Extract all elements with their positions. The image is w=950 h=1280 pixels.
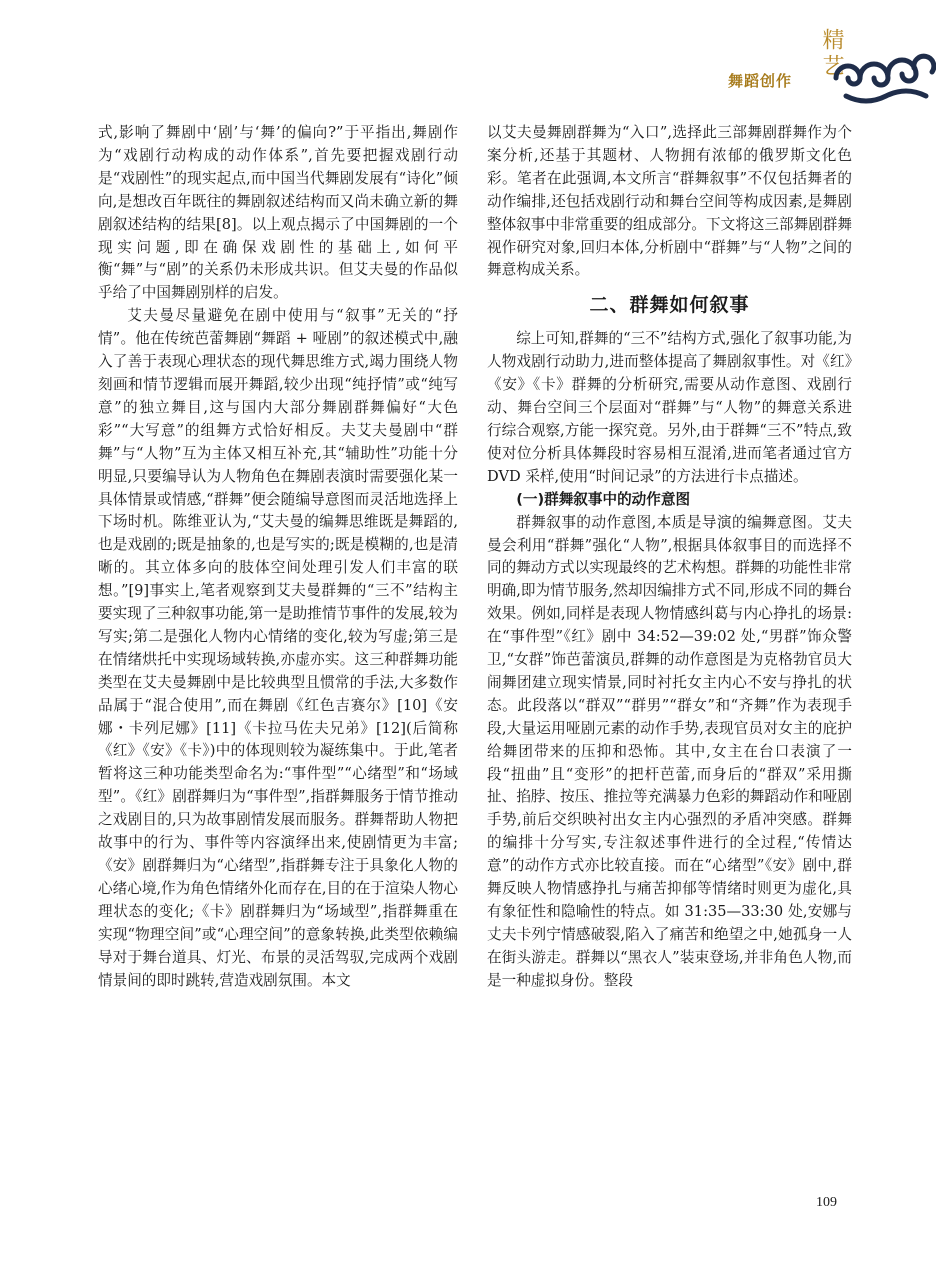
paragraph: 综上可知,群舞的“三不”结构方式,强化了叙事功能,为人物戏剧行动助力,进而整体提高了舞剧叙事性。对《红》《安》《卡》群舞的分析研究,需要从动作意图、戏剧行动、舞台空间三个层面对“群舞”与“人物”的舞意关系进行综合观察,方能一探究竟。另外,由于群舞“三不”特点,致使对位分析具体舞段时容易相互混淆,进而笔者通过官方 DVD 采样,使用“时间记录”的方法进行卡点描述。 [487,330,852,485]
page-number: 109 [816,1195,837,1210]
section-heading: 二、群舞如何叙事 [589,294,750,317]
subsection-heading: (一)群舞叙事中的动作意图 [516,490,691,508]
left-column [98,122,458,992]
section-name: 舞蹈创作 [728,72,793,90]
brand-mark: 精艺 [819,28,844,80]
right-column [487,122,852,993]
paragraph: 以艾夫曼舞剧群舞为“入口”,选择此三部舞剧群舞作为个案分析,还基于其题材、人物拥有浓郁的俄罗斯文化色彩。笔者在此强调,本文所言“群舞叙事”不仅包括舞者的动作编排,还包括戏剧行动和舞台空间等构成因素,是舞剧整体叙事中非常重要的组成部分。下文将这三部舞剧群舞视作研究对象,回归本体,分析剧中“群舞”与“人物”之间的舞意构成关系。 [487,124,852,279]
paragraph: 群舞叙事的动作意图,本质是导演的编舞意图。艾夫曼会利用“群舞”强化“人物”,根据具体叙事目的而选择不同的舞动方式以实现最终的艺术构想。群舞的功能性非常明确,即为情节服务,然却因编排方式不同,形成不同的舞台效果。例如,同样是表现人物情感纠葛与内心挣扎的场景:在“事件型”《红》剧中 34:52—39:02 处,“男群”饰众警卫,“女群”饰芭蕾演员,群舞的动作意图是为克格勃官员大闹舞团建立现实情景,同时衬托女主内心不安与挣扎的状态。此段落以“群双”“群男”“群女”和“齐舞”作为表现手段,大量运用哑剧元素的动作手势,表现官员对女主的庇护给舞团带来的压抑和恐怖。其中,女主在台口表演了一段“扭曲”且“变形”的把杆芭蕾,而身后的“群双”采用撕扯、掐脖、按压、推拉等充满暴力色彩的舞蹈动作和哑剧手势,前后交织映衬出女主内心强烈的矛盾冲突感。群舞的编排十分写实,专注叙述事件进行的全过程,“传情达意”的动作方式亦比较直接。而在“心绪型”《安》剧中,群舞反映人物情感挣扎与痛苦抑郁等情绪时则更为虚化,具有象征性和隐喻性的特点。如 31:35—33:30 处,安娜与丈夫卡列宁情感破裂,陷入了痛苦和绝望之中,她孤身一人在街头游走。群舞以“黑衣人”装束登场,并非角色人物,而是一种虚拟身份。整段 [487,513,852,989]
header-logo [728,28,938,106]
paragraph: 艾夫曼尽量避免在剧中使用与“叙事”无关的“抒情”。他在传统芭蕾舞剧“舞蹈 + 哑剧”的叙述模式中,融入了善于表现心理状态的现代舞思维方式,竭力围绕人物刻画和情节逻辑而展开舞蹈,较少出现“纯抒情”或“纯写意”的独立舞目,这与国内大部分舞剧群舞偏好“大色彩”“大写意”的组舞方式恰好相反。夫艾夫曼剧中“群舞”与“人物”互为主体又相互补充,其“辅助性”功能十分明显,只要编导认为人物角色在舞剧表演时需要强化某一具体情景或情感,“群舞”便会随编导意图而灵活地选择上下场时机。陈维亚认为,“艾夫曼的编舞思维既是舞蹈的,也是戏剧的;既是抽象的,也是写实的;既是模糊的,也是清晰的。其立体多向的肢体空间处理引发人们丰富的联想。”[9]事实上,笔者观察到艾夫曼群舞的“三不”结构主要实现了三种叙事功能,第一是助推情节事件的发展,较为写实;第二是强化人物内心情绪的变化,较为写虚;第三是在情绪烘托中实现场域转换,亦虚亦实。这三种群舞功能类型在艾夫曼舞剧中是比较典型且惯常的手法,大多数作品属于“混合使用”,而在舞剧《红色吉赛尔》[10]《安娜・卡列尼娜》[11]《卡拉马佐夫兄弟》[12](后简称《红》《安》《卡》)中的体现则较为凝练集中。于此,笔者暂将这三种功能类型命名为:“事件型”“心绪型”和“场域型”。《红》剧群舞归为“事件型”,指群舞服务于情节推动之戏剧目的,只为故事剧情发展而服务。群舞帮助人物把故事中的行为、事件等内容演绎出来,使剧情更为丰富;《安》剧群舞归为“心绪型”,指群舞专注于具象化人物的心绪心境,作为角色情绪外化而存在,目的在于渲染人物心理状态的变化;《卡》剧群舞归为“场域型”,指群舞重在实现“物理空间”或“心理空间”的意象转换,此类型依赖编导对于舞台道具、灯光、布景的灵活驾驭,完成两个戏剧情景间的即时跳转,营造戏剧氛围。本文 [98,307,458,989]
cloud-swirl-icon [826,38,936,108]
paragraph: 式,影响了舞剧中‘剧’与‘舞’的偏向?”于平指出,舞剧作为“戏剧行动构成的动作体系”,首先要把握戏剧行动是“戏剧性”的现实起点,而中国当代舞剧发展有“诗化”倾向,是想改百年既往的舞剧叙述结构而又尚未确立新的舞剧叙述结构的结果[8]。以上观点揭示了中国舞剧的一个现实问题,即在确保戏剧性的基础上,如何平衡“舞”与“剧”的关系仍未形成共识。但艾夫曼的作品似乎给了中国舞剧别样的启发。 [98,124,458,302]
